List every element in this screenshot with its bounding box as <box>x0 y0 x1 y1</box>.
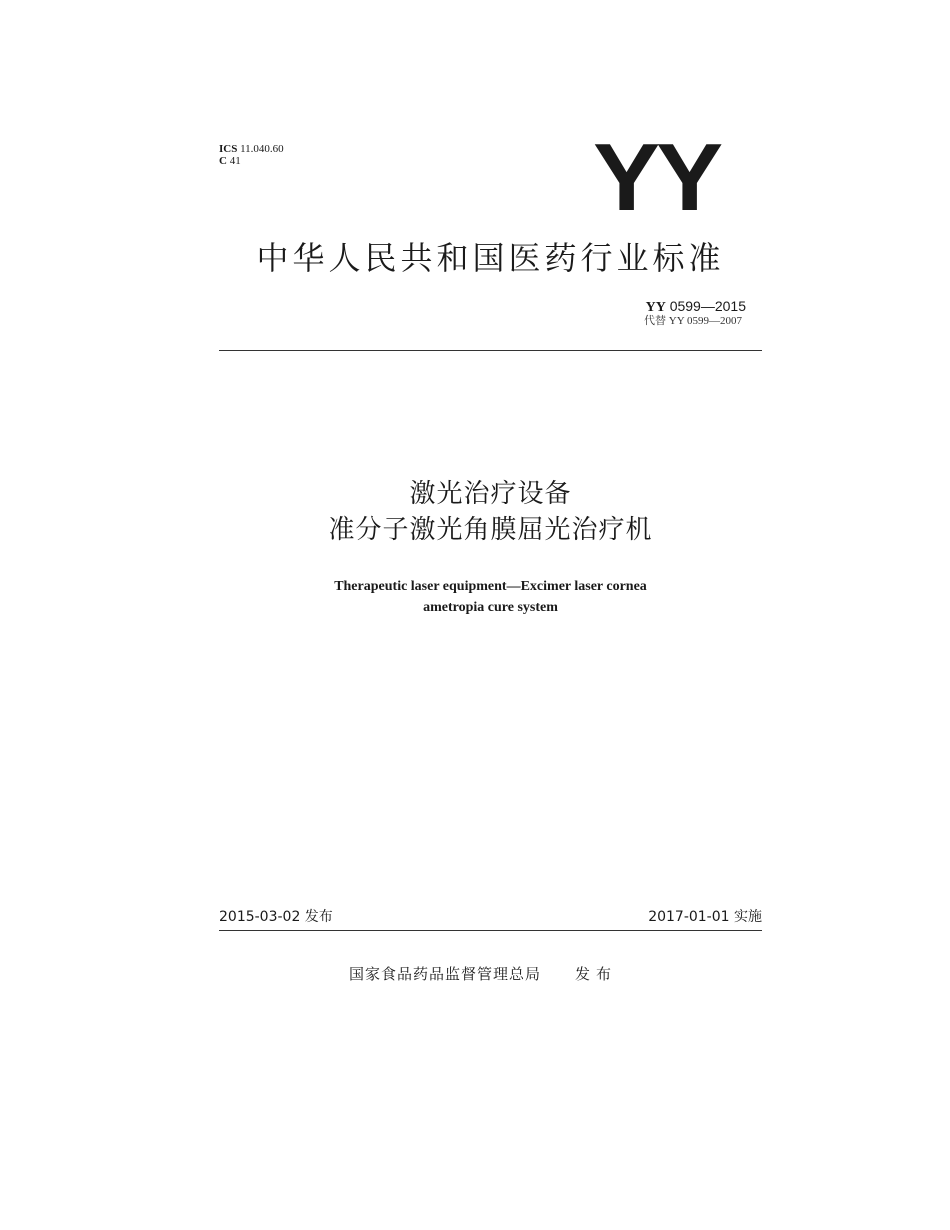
implementation-date: 2017-01-01 实施 <box>648 909 762 925</box>
ccs-code: 41 <box>229 155 241 167</box>
document-title-en-line2: ametropia cure system <box>423 600 558 615</box>
classification-codes <box>219 143 284 167</box>
ics-label: ICS <box>219 143 238 155</box>
document-title-cn-line2: 准分子激光角膜屈光治疗机 <box>328 515 653 545</box>
document-title-en-line1: Therapeutic laser equipment—Excimer laser cornea <box>334 579 647 594</box>
document-title-en <box>219 576 762 618</box>
ccs-line <box>219 155 284 167</box>
footer-divider <box>219 930 762 931</box>
standard-number-prefix: YY <box>645 300 666 315</box>
issuer-name: 国家食品药品监督管理总局 <box>349 965 542 983</box>
document-title-cn <box>219 476 762 548</box>
header-divider <box>219 350 762 351</box>
ccs-label: C <box>219 155 227 167</box>
issue-date: 2015-03-02 发布 <box>219 909 333 925</box>
standard-type-title: 中华人民共和国医药行业标准 <box>256 239 725 277</box>
standard-logo: YY <box>593 124 720 231</box>
issuer-action: 发布 <box>575 965 618 983</box>
ics-code: 11.040.60 <box>240 143 284 155</box>
ics-line <box>219 143 284 155</box>
standard-number-value: 0599—2015 <box>669 298 746 314</box>
issuing-authority <box>349 963 617 985</box>
document-title-cn-line1: 激光治疗设备 <box>409 479 572 509</box>
replaces-standard: 代替 YY 0599—2007 <box>644 315 742 327</box>
